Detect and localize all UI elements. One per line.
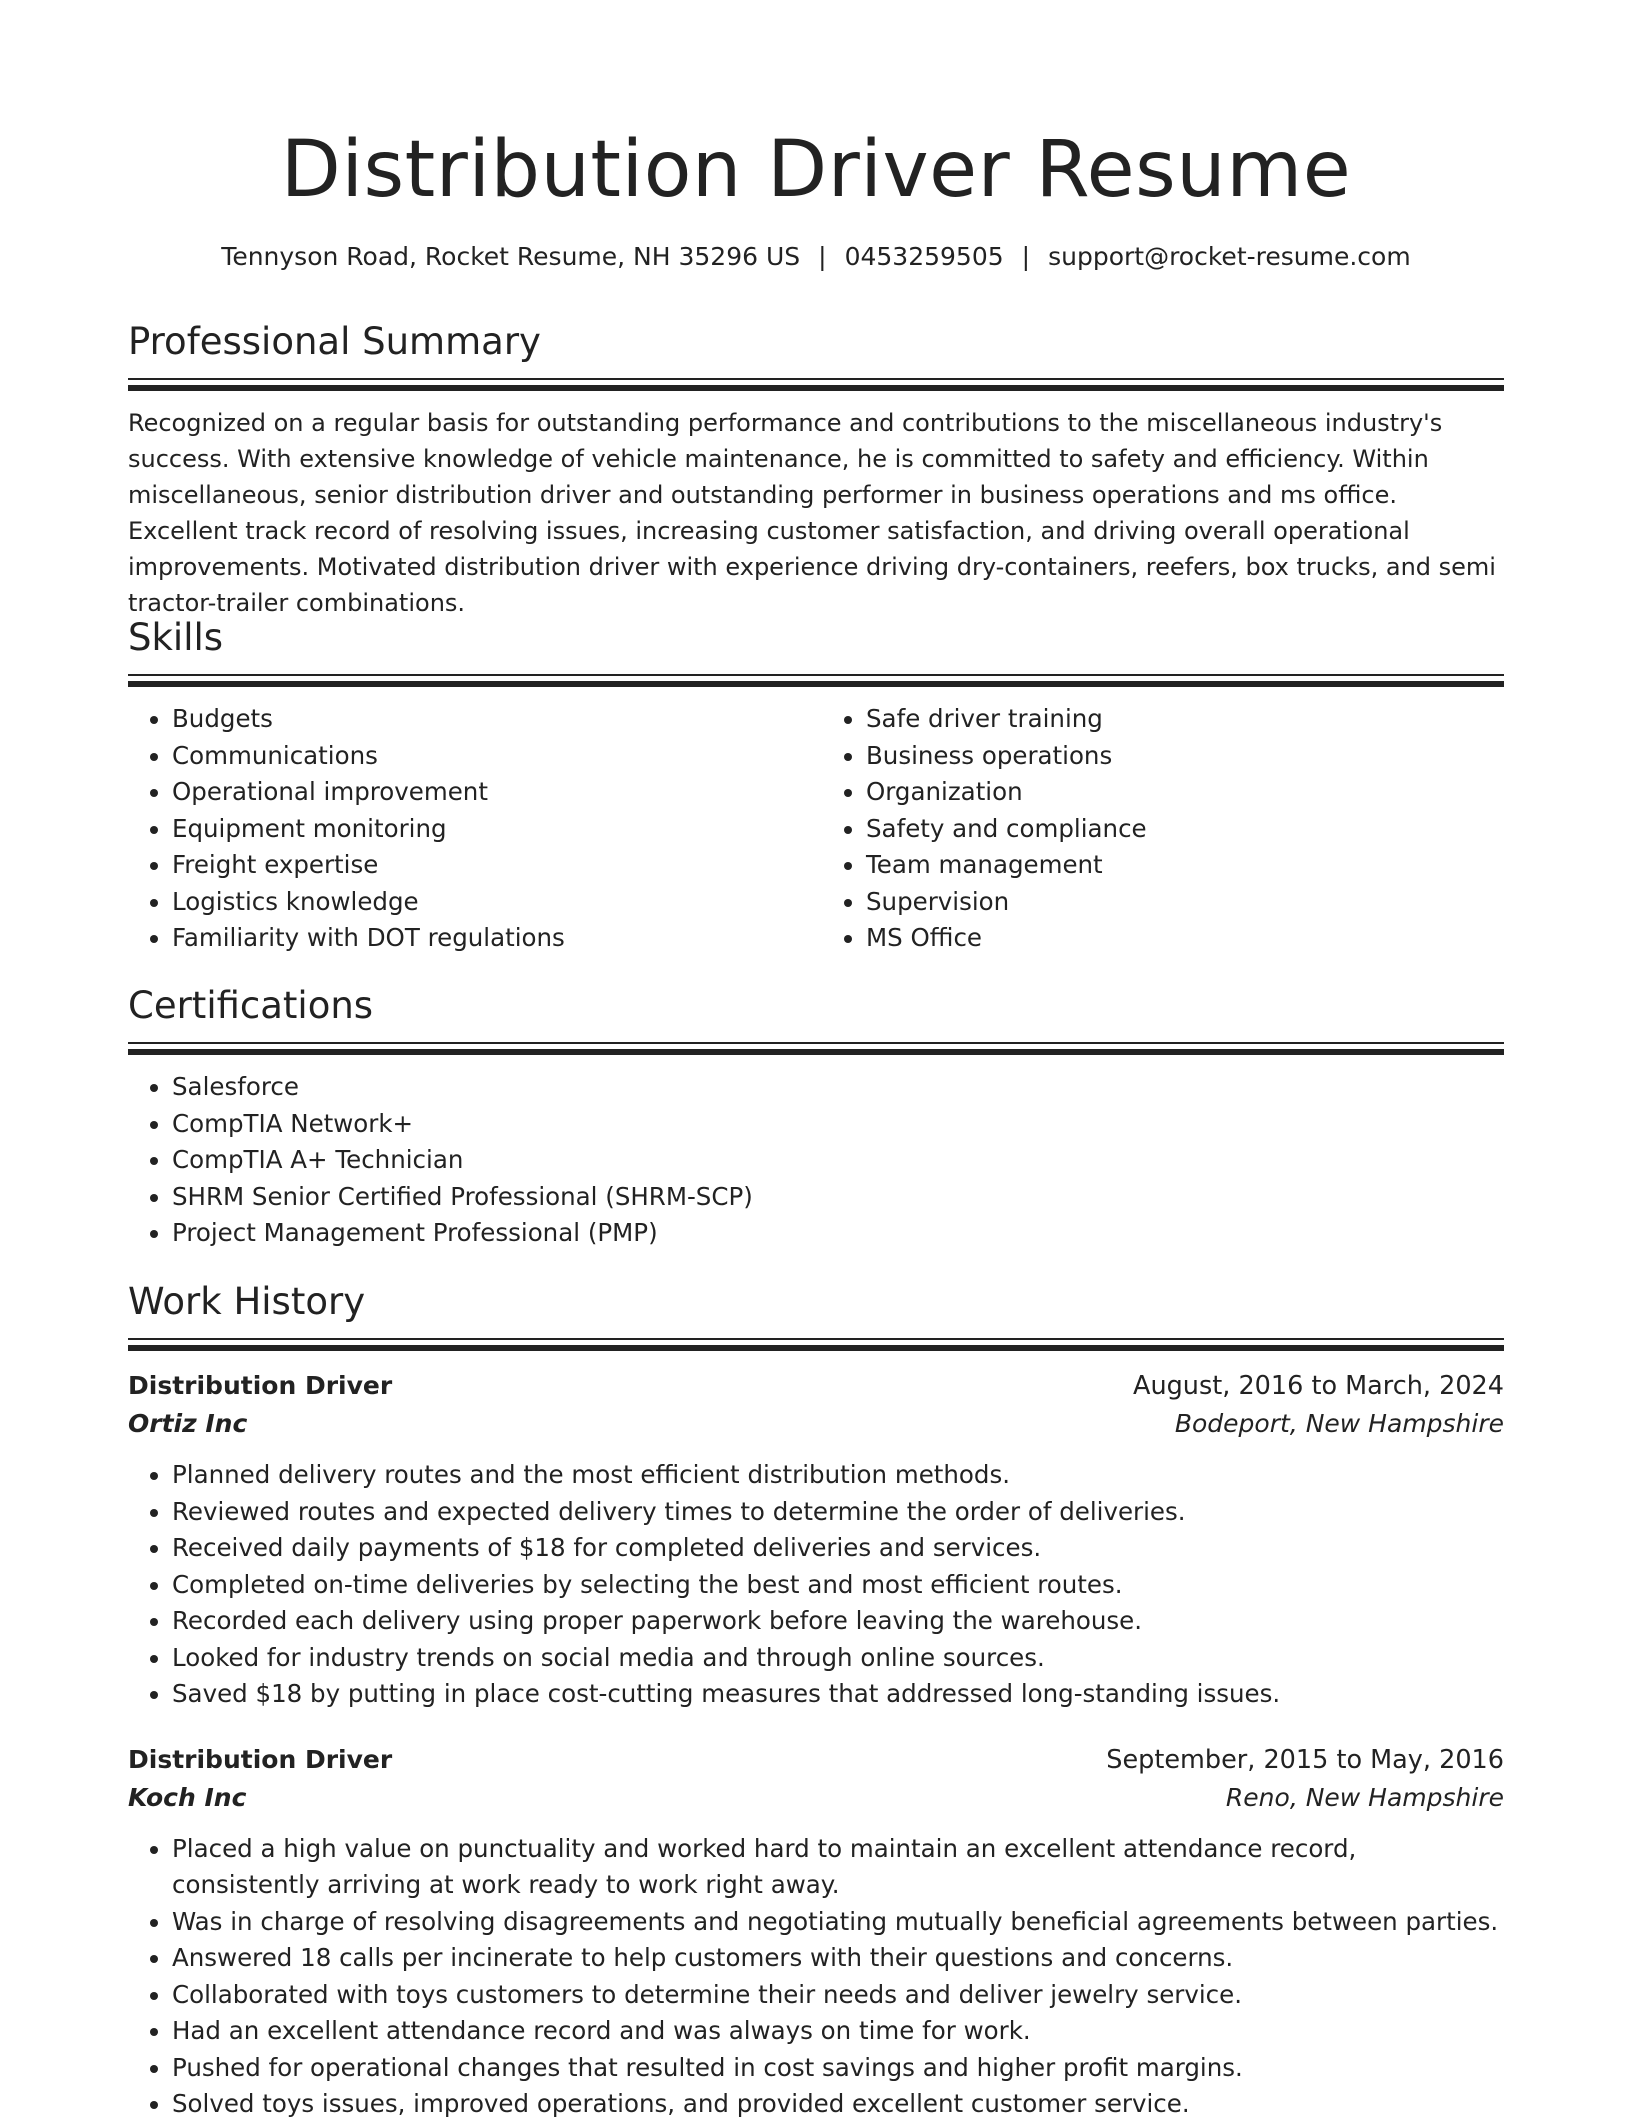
job-bullet: • Reviewed routes and expected delivery times to determine the order of deliveries. xyxy=(172,1494,1504,1531)
job-subheader xyxy=(128,1779,1504,1817)
job-bullet: • Planned delivery routes and the most efficient distribution methods. xyxy=(172,1457,1504,1494)
section-rule xyxy=(128,674,1504,676)
job-bullet: • Placed a high value on punctuality and worked hard to maintain an excellent attendance record, consistently arriving at work ready to work right away. xyxy=(172,1831,1504,1904)
job-bullet: • Had an excellent attendance record and was always on time for work. xyxy=(172,2013,1504,2050)
section-work-history xyxy=(128,1278,1504,2123)
job-bullet: • Received daily payments of $18 for completed deliveries and services. xyxy=(172,1530,1504,1567)
skills-columns xyxy=(128,687,1504,957)
contact-phone: 0453259505 xyxy=(844,242,1004,271)
job-bullet: • Pushed for operational changes that resulted in cost savings and higher profit margins. xyxy=(172,2050,1504,2087)
section-skills xyxy=(128,614,1504,957)
skill-item: • MS Office xyxy=(866,920,1504,957)
skill-item: • Budgets xyxy=(172,701,816,738)
job-bullet: • Looked for industry trends on social media and through online sources. xyxy=(172,1640,1504,1677)
job-company: Koch Inc xyxy=(128,1782,247,1812)
skill-item: • Communications xyxy=(172,738,816,775)
certification-item: • Salesforce xyxy=(172,1069,1504,1106)
section-rule xyxy=(128,378,1504,380)
section-rule xyxy=(128,1049,1504,1055)
skill-item: • Team management xyxy=(866,847,1504,884)
skill-item: • Freight expertise xyxy=(172,847,816,884)
resume-title: Distribution Driver Resume xyxy=(280,125,1352,215)
skills-list-right xyxy=(816,701,1504,957)
job-bullets xyxy=(128,1831,1504,2123)
certification-item: • Project Management Professional (PMP) xyxy=(172,1215,1504,1252)
job-header xyxy=(128,1367,1504,1405)
job-bullets xyxy=(128,1457,1504,1713)
job-dates: September, 2015 to May, 2016 xyxy=(1106,1744,1504,1775)
section-rule xyxy=(128,1345,1504,1351)
skill-item: • Business operations xyxy=(866,738,1504,775)
section-rule xyxy=(128,1042,1504,1044)
skill-item: • Safety and compliance xyxy=(866,811,1504,848)
job-title: Distribution Driver xyxy=(128,1744,393,1774)
certification-item: • CompTIA Network+ xyxy=(172,1106,1504,1143)
job-location: Reno, New Hampshire xyxy=(1225,1782,1504,1812)
job-subheader xyxy=(128,1405,1504,1443)
contact-separator: | xyxy=(818,242,827,271)
section-title-summary: Professional Summary xyxy=(128,320,541,363)
skill-item: • Safe driver training xyxy=(866,701,1504,738)
skills-column-left xyxy=(128,687,816,957)
job-bullet: • Saved $18 by putting in place cost-cutting measures that addressed long-standing issues. xyxy=(172,1676,1504,1713)
contact-separator: | xyxy=(1021,242,1031,271)
job-bullet: • Recorded each delivery using proper paperwork before leaving the warehouse. xyxy=(172,1603,1504,1640)
section-rule xyxy=(128,1338,1504,1340)
section-title-work: Work History xyxy=(128,1280,366,1323)
contact-address: Tennyson Road, Rocket Resume, NH 35296 US xyxy=(221,242,801,271)
job-bullet: • Answered 18 calls per incinerate to help customers with their questions and concerns. xyxy=(172,1940,1504,1977)
skills-list-left xyxy=(128,701,816,957)
skills-column-right xyxy=(816,687,1504,957)
skill-item: • Supervision xyxy=(866,884,1504,921)
job-company: Ortiz Inc xyxy=(128,1409,248,1438)
certification-item: • SHRM Senior Certified Professional (SHRM-SCP) xyxy=(172,1179,1504,1216)
job-bullet: • Was in charge of resolving disagreements and negotiating mutually beneficial agreements between parties. xyxy=(172,1904,1504,1941)
job-entry xyxy=(128,1741,1504,2123)
job-bullet: • Collaborated with toys customers to determine their needs and deliver jewelry service. xyxy=(172,1977,1504,2014)
job-bullet: • Solved toys issues, improved operations, and provided excellent customer service. xyxy=(172,2086,1504,2123)
skill-item: • Equipment monitoring xyxy=(172,811,816,848)
skill-item: • Logistics knowledge xyxy=(172,884,816,921)
summary-text: Recognized on a regular basis for outstanding performance and contributions to the miscellaneous industry's success. With extensive knowledge of vehicle maintenance, he is committed to safety and efficiency. Within miscellaneous, senior distribution driver and outstanding performer in business operations and ms office. Excellent track record of resolving issues, increasing customer satisfaction, and driving overall operational improvements. Motivated distribution driver with experience driving dry-containers, reefers, box trucks, and semi tractor-trailer combinations. xyxy=(128,409,1496,617)
section-certifications xyxy=(128,982,1504,1252)
contact-email[interactable]: support@rocket-resume.com xyxy=(1048,242,1411,271)
resume-page xyxy=(128,0,1504,2118)
job-bullet: • Completed on-time deliveries by selecting the best and most efficient routes. xyxy=(172,1567,1504,1604)
contact-line xyxy=(128,240,1504,274)
job-location: Bodeport, New Hampshire xyxy=(1174,1409,1504,1438)
skill-item: • Organization xyxy=(866,774,1504,811)
job-header xyxy=(128,1741,1504,1779)
job-dates: August, 2016 to March, 2024 xyxy=(1133,1371,1504,1401)
skill-item: • Operational improvement xyxy=(172,774,816,811)
section-rule xyxy=(128,385,1504,391)
certification-item: • CompTIA A+ Technician xyxy=(172,1142,1504,1179)
section-title-certifications: Certifications xyxy=(128,984,374,1027)
certifications-list xyxy=(128,1069,1504,1252)
skill-item: • Familiarity with DOT regulations xyxy=(172,920,816,957)
section-title-skills: Skills xyxy=(128,616,224,659)
job-title: Distribution Driver xyxy=(128,1371,393,1400)
section-summary xyxy=(128,318,1504,621)
job-entry xyxy=(128,1367,1504,1713)
